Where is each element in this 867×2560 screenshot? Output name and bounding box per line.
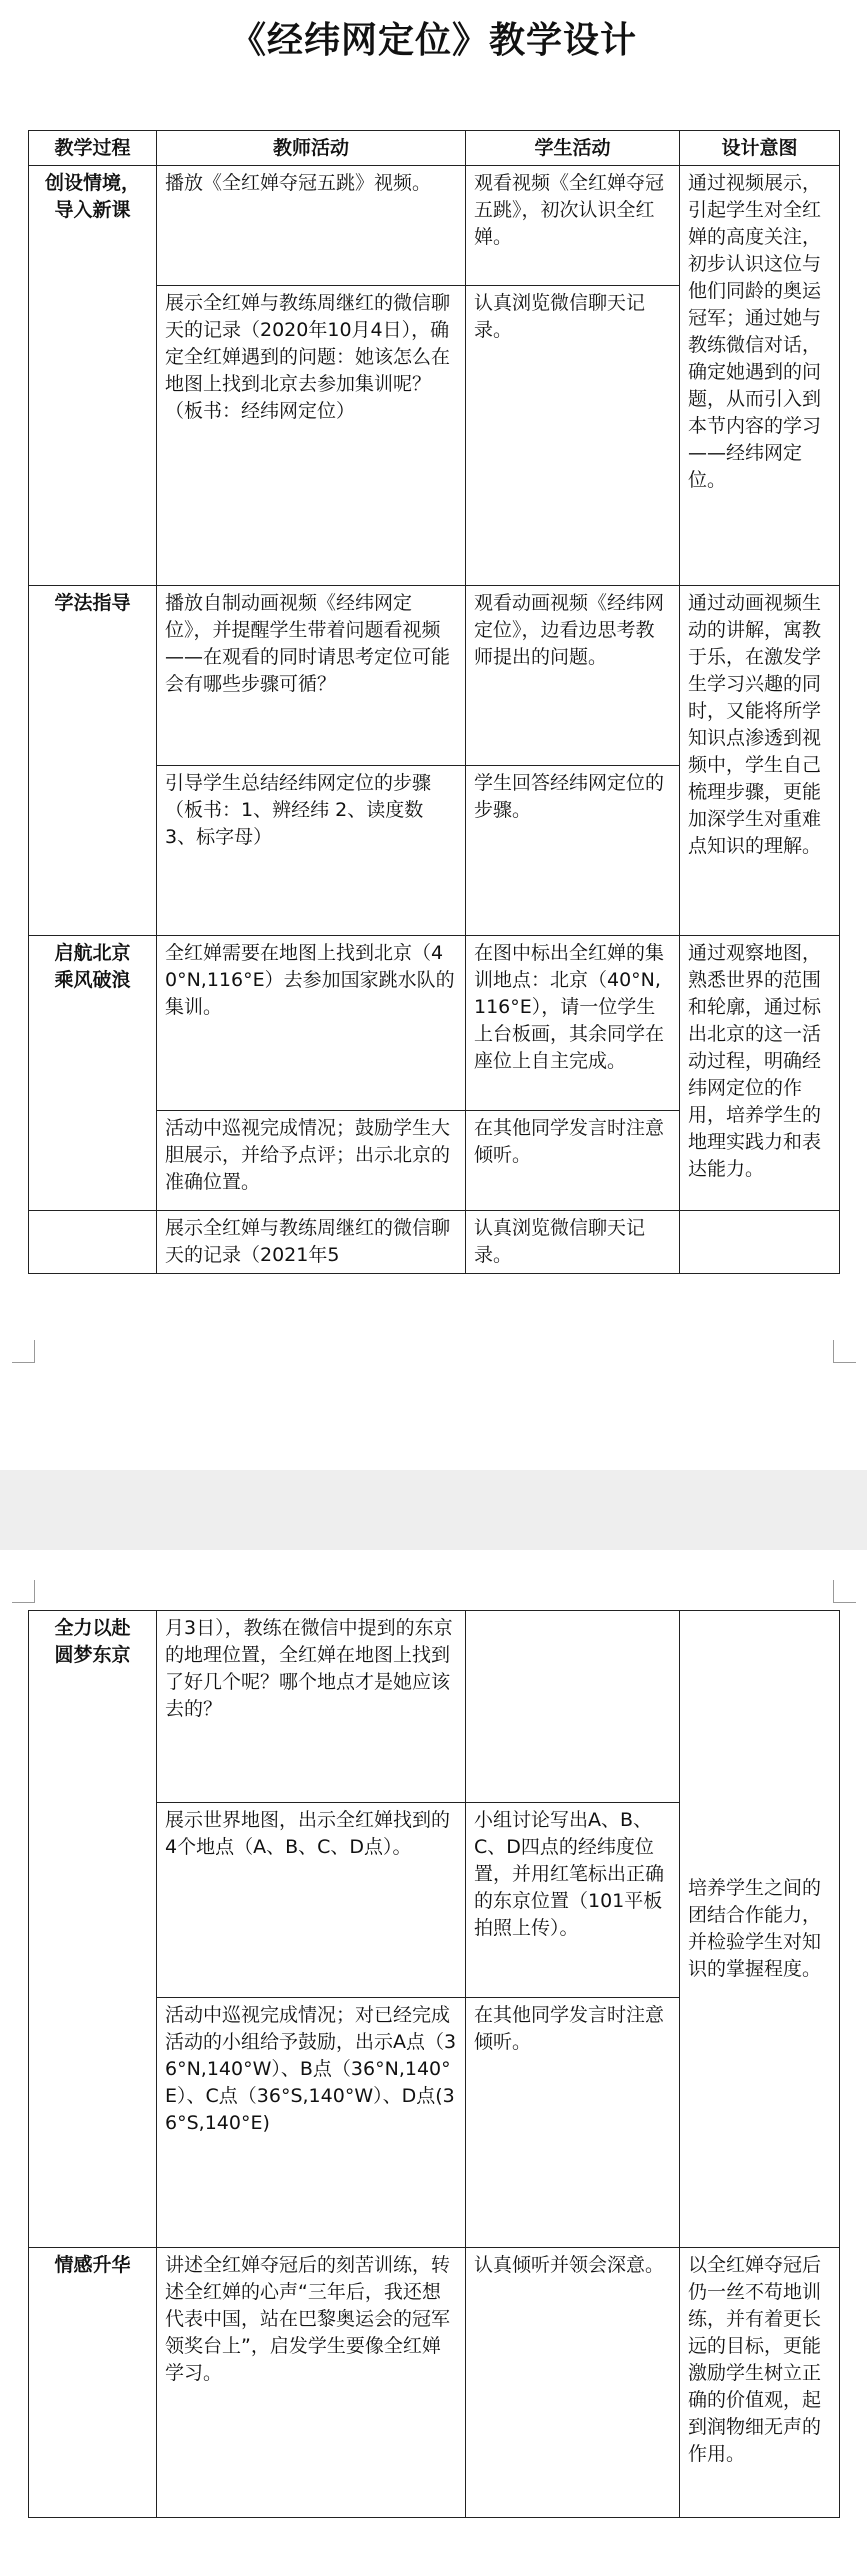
intent-cell: 通过动画视频生动的讲解，寓教于乐，在激发学生学习兴趣的同时，又能将所学知识点渗透到视频中，学生自己梳理步骤，更能加深学生对重难点知识的理解。 bbox=[680, 586, 840, 936]
teacher-cell: 活动中巡视完成情况；对已经完成活动的小组给予鼓励，出示A点（36°N,140°W）、B点（36°N,140°E）、C点（36°S,140°W）、D点(36°S,140°E) bbox=[157, 1998, 466, 2248]
lesson-plan-table bbox=[28, 130, 840, 1274]
document-page-2 bbox=[0, 1550, 867, 2560]
page-gap bbox=[0, 1470, 867, 1550]
teacher-cell: 展示全红婵与教练周继红的微信聊天的记录（2020年10月4日），确定全红婵遇到的问题：她该怎么在地图上找到北京去参加集训呢？（板书：经纬网定位） bbox=[157, 286, 466, 586]
teacher-cell: 讲述全红婵夺冠后的刻苦训练，转述全红婵的心声“三年后，我还想代表中国，站在巴黎奥运会的冠军领奖台上”，启发学生要像全红婵学习。 bbox=[157, 2248, 466, 2518]
table-row bbox=[29, 2248, 840, 2518]
table-row bbox=[29, 1611, 840, 1803]
student-cell: 观看动画视频《经纬网定位》，边看边思考教师提出的问题。 bbox=[466, 586, 680, 766]
teacher-cell: 播放自制动画视频《经纬网定位》，并提醒学生带着问题看视频——在观看的同时请思考定位可能会有哪些步骤可循？ bbox=[157, 586, 466, 766]
teacher-cell: 展示世界地图，出示全红婵找到的4个地点（A、B、C、D点）。 bbox=[157, 1803, 466, 1998]
header-student: 学生活动 bbox=[466, 131, 680, 166]
table-row bbox=[29, 936, 840, 1111]
teacher-cell: 活动中巡视完成情况；鼓励学生大胆展示，并给予点评；出示北京的准确位置。 bbox=[157, 1111, 466, 1211]
stage-cell: 情感升华 bbox=[29, 2248, 157, 2518]
intent-cell bbox=[680, 1211, 840, 1274]
table-row bbox=[29, 586, 840, 766]
lesson-plan-table-continued bbox=[28, 1610, 840, 2518]
student-cell: 认真浏览微信聊天记录。 bbox=[466, 1211, 680, 1274]
stage-cell bbox=[29, 1211, 157, 1274]
page-corner-mark bbox=[12, 1580, 35, 1603]
intent-cell: 培养学生之间的团结合作能力，并检验学生对知识的掌握程度。 bbox=[680, 1611, 840, 2248]
table-row bbox=[29, 166, 840, 286]
student-cell: 小组讨论写出A、B、C、D四点的经纬度位置，并用红笔标出正确的东京位置（101平板拍照上传）。 bbox=[466, 1803, 680, 1998]
teacher-cell: 播放《全红婵夺冠五跳》视频。 bbox=[157, 166, 466, 286]
student-cell: 认真倾听并领会深意。 bbox=[466, 2248, 680, 2518]
student-cell: 在其他同学发言时注意倾听。 bbox=[466, 1111, 680, 1211]
teacher-cell: 引导学生总结经纬网定位的步骤 （板书：1、辨经纬 2、读度数 3、标字母） bbox=[157, 766, 466, 936]
stage-cell: 学法指导 bbox=[29, 586, 157, 936]
table-row bbox=[29, 1211, 840, 1274]
student-cell bbox=[466, 1611, 680, 1803]
page-corner-mark bbox=[12, 1340, 35, 1363]
header-teacher: 教师活动 bbox=[157, 131, 466, 166]
teacher-cell: 展示全红婵与教练周继红的微信聊天的记录（2021年5 bbox=[157, 1211, 466, 1274]
teacher-cell: 全红婵需要在地图上找到北京（40°N,116°E）去参加国家跳水队的集训。 bbox=[157, 936, 466, 1111]
page-corner-mark bbox=[833, 1580, 856, 1603]
student-cell: 认真浏览微信聊天记录。 bbox=[466, 286, 680, 586]
header-stage: 教学过程 bbox=[29, 131, 157, 166]
page-corner-mark bbox=[833, 1340, 856, 1363]
stage-cell: 全力以赴 圆梦东京 bbox=[29, 1611, 157, 2248]
header-intent: 设计意图 bbox=[680, 131, 840, 166]
page-title: 《经纬网定位》教学设计 bbox=[229, 20, 637, 61]
intent-cell: 通过视频展示，引起学生对全红婵的高度关注，初步认识这位与他们同龄的奥运冠军；通过她与教练微信对话，确定她遇到的问题，从而引入到本节内容的学习——经纬网定位。 bbox=[680, 166, 840, 586]
intent-cell: 以全红婵夺冠后仍一丝不苟地训练，并有着更长远的目标，更能激励学生树立正确的价值观，起到润物细无声的作用。 bbox=[680, 2248, 840, 2518]
student-cell: 观看视频《全红婵夺冠五跳》，初次认识全红婵。 bbox=[466, 166, 680, 286]
student-cell: 在图中标出全红婵的集训地点：北京（40°N,116°E），请一位学生上台板画，其余同学在座位上自主完成。 bbox=[466, 936, 680, 1111]
intent-cell: 通过观察地图，熟悉世界的范围和轮廓，通过标出北京的这一活动过程，明确经纬网定位的作用，培养学生的地理实践力和表达能力。 bbox=[680, 936, 840, 1211]
table-header-row bbox=[29, 131, 840, 166]
student-cell: 在其他同学发言时注意倾听。 bbox=[466, 1998, 680, 2248]
teacher-cell: 月3日），教练在微信中提到的东京的地理位置，全红婵在地图上找到了好几个呢？哪个地点才是她应该去的？ bbox=[157, 1611, 466, 1803]
student-cell: 学生回答经纬网定位的步骤。 bbox=[466, 766, 680, 936]
stage-cell: 启航北京 乘风破浪 bbox=[29, 936, 157, 1211]
stage-cell: 创设情境， 导入新课 bbox=[29, 166, 157, 586]
